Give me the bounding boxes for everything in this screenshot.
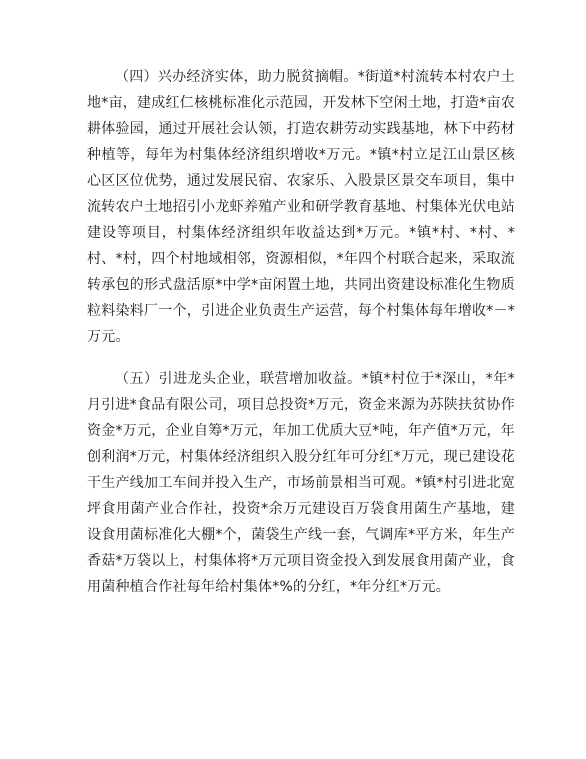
document-body	[87, 64, 515, 600]
paragraph-section-4: （四）兴办经济实体，助力脱贫摘帽。*街道*村流转本村农户土地*亩，建成红仁核桃标准化示范园，开发林下空闲土地，打造*亩农耕体验园，通过开展社会认领，打造农耕劳动实践基地，林下中药材种植等，每年为村集体经济组织增收*万元。*镇*村立足江山景区核心区区位优势，通过发展民宿、农家乐、入股景区景交车项目，集中流转农户土地招引小龙虾养殖产业和研学教育基地、村集体光伏电站建设等项目，村集体经济组织年收益达到*万元。*镇*村、*村、*村、*村，四个村地域相邻，资源相似，*年四个村联合起来，采取流转承包的形式盘活原*中学*亩闲置土地，共同出资建设标准化生物质粒料染料厂一个，引进企业负责生产运营，每个村集体每年增收*－*万元。	[87, 69, 515, 345]
paragraph-section-5: （五）引进龙头企业，联营增加收益。*镇*村位于*深山，*年*月引进*食品有限公司，项目总投资*万元，资金来源为苏陕扶贫协作资金*万元，企业自筹*万元，年加工优质大豆*吨，年产值*万元，年创利润*万元，村集体经济组织入股分红年可分红*万元，现已建设花干生产线加工车间并投入生产，市场前景相当可观。*镇*村引进北宽坪食用菌产业合作社，投资*余万元建设百万袋食用菌生产基地，建设食用菌标准化大棚*个，菌袋生产线一套，气调库*平方米，年生产香菇*万袋以上，村集体将*万元项目资金投入到发展食用菌产业，食用菌种植合作社每年给村集体*%的分红，*年分红*万元。	[87, 371, 515, 595]
